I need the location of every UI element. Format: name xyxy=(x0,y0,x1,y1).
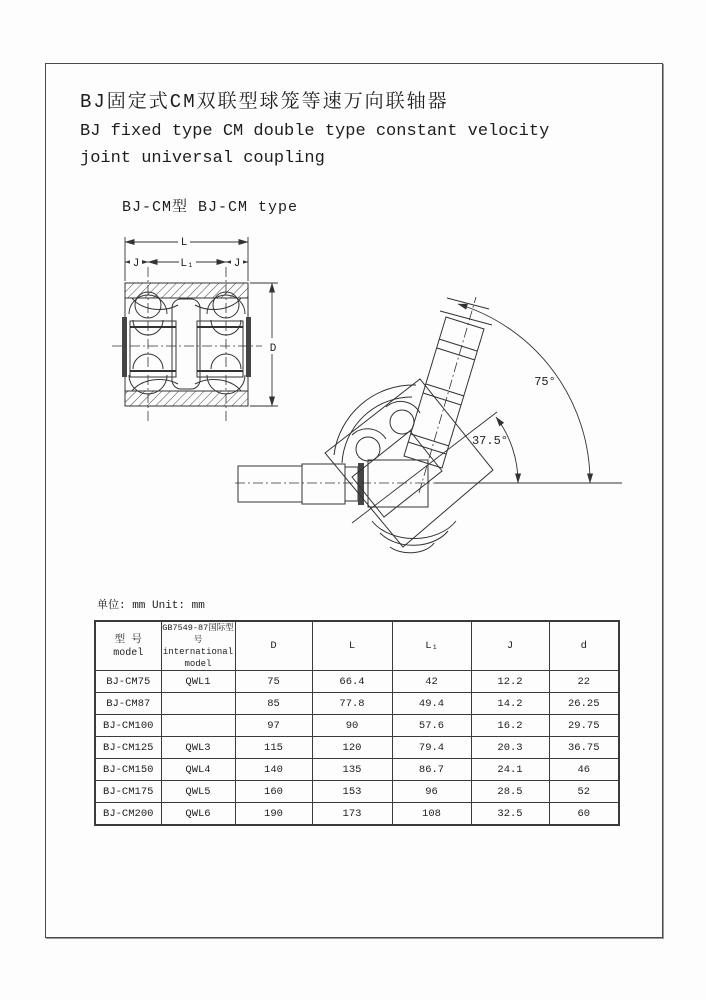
spec-table xyxy=(94,620,620,826)
table-cell: 160 xyxy=(235,781,312,803)
spec-table-head xyxy=(95,621,619,671)
table-cell: 66.4 xyxy=(312,671,392,693)
table-cell: 22 xyxy=(549,671,619,693)
articulation-view xyxy=(238,298,493,553)
unit-label: 单位: mm Unit: mm xyxy=(97,600,205,612)
table-cell: 32.5 xyxy=(471,803,549,826)
table-cell xyxy=(161,715,235,737)
col-header: J xyxy=(471,621,549,671)
col-header: L₁ xyxy=(392,621,471,671)
table-cell: 96 xyxy=(392,781,471,803)
table-cell: 79.4 xyxy=(392,737,471,759)
col-header: 型 号 model xyxy=(95,621,161,671)
table-cell: 108 xyxy=(392,803,471,826)
table-cell: 153 xyxy=(312,781,392,803)
col-header: D xyxy=(235,621,312,671)
table-row xyxy=(95,781,619,803)
table-cell: 49.4 xyxy=(392,693,471,715)
ball-articulated-2 xyxy=(356,437,380,461)
angle-label-max: 75° xyxy=(534,375,556,389)
table-cell: 77.8 xyxy=(312,693,392,715)
table-cell: QWL1 xyxy=(161,671,235,693)
table-cell: 42 xyxy=(392,671,471,693)
table-cell: 97 xyxy=(235,715,312,737)
page-title-english-line2: joint universal coupling xyxy=(80,149,325,168)
table-cell: 86.7 xyxy=(392,759,471,781)
table-cell: 24.1 xyxy=(471,759,549,781)
table-cell: 57.6 xyxy=(392,715,471,737)
table-cell: 46 xyxy=(549,759,619,781)
table-cell: QWL4 xyxy=(161,759,235,781)
table-cell: 190 xyxy=(235,803,312,826)
table-cell: 16.2 xyxy=(471,715,549,737)
angle-labels xyxy=(472,375,556,448)
spec-table-body xyxy=(95,671,619,826)
table-row xyxy=(95,671,619,693)
table-cell: QWL6 xyxy=(161,803,235,826)
table-cell xyxy=(161,693,235,715)
table-cell: 75 xyxy=(235,671,312,693)
table-cell: 135 xyxy=(312,759,392,781)
table-cell: 85 xyxy=(235,693,312,715)
table-cell: QWL5 xyxy=(161,781,235,803)
table-cell: 14.2 xyxy=(471,693,549,715)
model-subtitle: BJ-CM型 BJ-CM type xyxy=(122,199,299,216)
table-row xyxy=(95,803,619,826)
angle-construction xyxy=(352,304,622,523)
dim-label-J-left: J xyxy=(132,258,140,270)
table-cell: BJ-CM150 xyxy=(95,759,161,781)
table-row xyxy=(95,737,619,759)
table-cell: BJ-CM175 xyxy=(95,781,161,803)
col-header: GB7549-87国际型号 international model xyxy=(162,623,234,669)
technical-drawing xyxy=(90,225,635,580)
page-title-english-line1: BJ fixed type CM double type constant velocity xyxy=(80,122,550,141)
centerlines-right xyxy=(235,297,476,493)
table-cell: 36.75 xyxy=(549,737,619,759)
table-cell: 115 xyxy=(235,737,312,759)
table-cell: 173 xyxy=(312,803,392,826)
dim-label-L1: L₁ xyxy=(180,258,194,270)
table-cell: BJ-CM200 xyxy=(95,803,161,826)
cross-section-view xyxy=(122,283,251,406)
table-row xyxy=(95,693,619,715)
table-cell: 28.5 xyxy=(471,781,549,803)
table-row xyxy=(95,759,619,781)
table-cell: 52 xyxy=(549,781,619,803)
table-cell: BJ-CM87 xyxy=(95,693,161,715)
table-row xyxy=(95,715,619,737)
table-cell: 90 xyxy=(312,715,392,737)
dim-label-J-right: J xyxy=(233,258,241,270)
dim-label-L: L xyxy=(180,237,188,249)
table-cell: 20.3 xyxy=(471,737,549,759)
table-cell: QWL3 xyxy=(161,737,235,759)
table-cell: 26.25 xyxy=(549,693,619,715)
table-cell: 140 xyxy=(235,759,312,781)
col-header: d xyxy=(549,621,619,671)
table-cell: BJ-CM125 xyxy=(95,737,161,759)
table-cell: BJ-CM75 xyxy=(95,671,161,693)
table-cell: 120 xyxy=(312,737,392,759)
ball-articulated-1 xyxy=(390,410,414,434)
angle-label-half: 37.5° xyxy=(471,434,509,448)
dim-label-D: D xyxy=(269,343,277,355)
table-cell: 29.75 xyxy=(549,715,619,737)
title-block xyxy=(80,86,549,172)
spec-table-header-row xyxy=(95,621,619,671)
col-header: L xyxy=(312,621,392,671)
table-cell: 60 xyxy=(549,803,619,826)
table-cell: 12.2 xyxy=(471,671,549,693)
table-cell: BJ-CM100 xyxy=(95,715,161,737)
page-title-chinese: BJ固定式CM双联型球笼等速万向联轴器 xyxy=(80,91,449,113)
